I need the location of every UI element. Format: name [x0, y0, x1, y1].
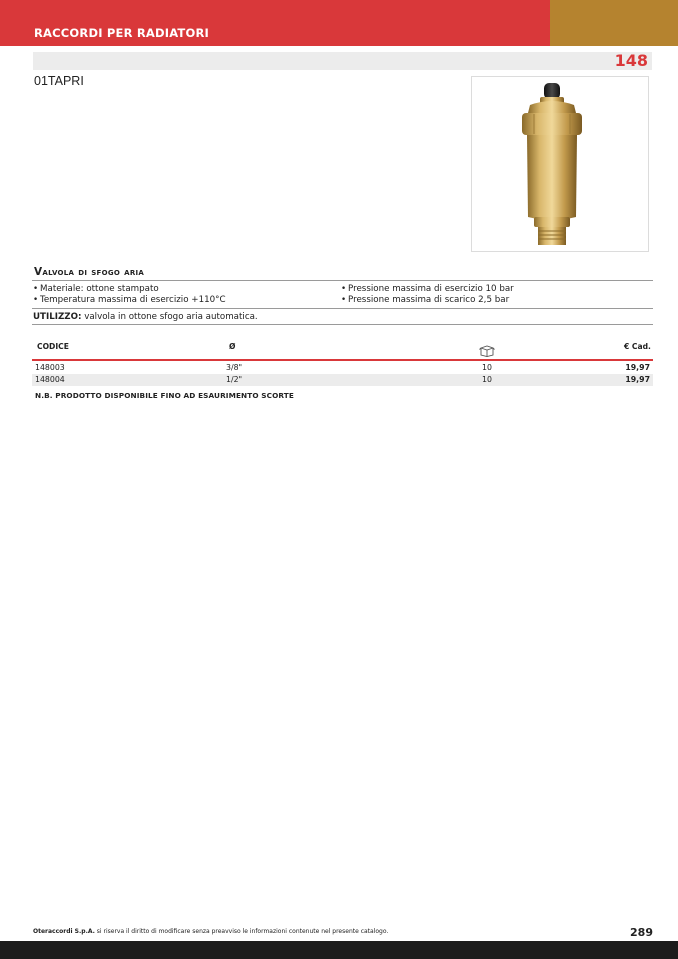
spec-item: • Materiale: ottone stampato — [33, 284, 159, 294]
table-row — [32, 374, 653, 386]
family-code: 01TAPRI — [34, 74, 84, 88]
column-header-code: CODICE — [37, 342, 69, 351]
cell-diameter: 3/8" — [226, 363, 243, 372]
usage-line — [33, 312, 258, 322]
spec-text: Pressione massima di scarico 2,5 bar — [348, 295, 510, 305]
spec-item: • Temperatura massima di esercizio +110°C — [33, 295, 226, 305]
cell-code: 148003 — [35, 363, 65, 372]
cell-diameter: 1/2" — [226, 375, 243, 384]
spec-item: • Pressione massima di esercizio 10 bar — [341, 284, 514, 294]
title-divider — [32, 280, 653, 281]
product-code-strip — [33, 52, 652, 70]
cell-code: 148004 — [35, 375, 65, 384]
footer-bar — [0, 941, 678, 959]
header-bar — [0, 0, 678, 46]
footer-disclaimer — [33, 928, 388, 935]
usage-label: UTILIZZO: — [33, 312, 82, 322]
product-title: Valvola di sfogo aria — [34, 266, 145, 278]
specs-divider — [32, 308, 653, 309]
brass-air-vent-valve-icon — [472, 77, 648, 251]
product-code: 148 — [614, 51, 648, 70]
column-header-price: € Cad. — [624, 342, 651, 351]
page-number: 289 — [630, 926, 653, 939]
footer-disclaimer-text: si riserva il diritto di modificare senza preavviso le informazioni contenute nel presente catalogo. — [94, 928, 389, 935]
spec-item: • Pressione massima di scarico 2,5 bar — [341, 295, 510, 305]
spec-text: Pressione massima di esercizio 10 bar — [348, 284, 514, 294]
usage-text: valvola in ottone sfogo aria automatica. — [81, 312, 258, 322]
section-title: RACCORDI PER RADIATORI — [34, 26, 209, 40]
footer-company: Oteraccordi S.p.A. — [33, 928, 95, 935]
cell-package: 10 — [482, 375, 492, 384]
availability-note: N.B. PRODOTTO DISPONIBILE FINO AD ESAURIMENTO SCORTE — [35, 391, 294, 400]
header-gold-band — [550, 0, 678, 46]
cell-price: 19,97 — [625, 375, 650, 384]
usage-divider — [32, 324, 653, 325]
table-header-rule — [32, 359, 653, 361]
product-image — [471, 76, 649, 252]
column-header-diameter: Ø — [229, 342, 236, 351]
spec-text: Materiale: ottone stampato — [40, 284, 159, 294]
spec-text: Temperatura massima di esercizio +110°C — [40, 295, 226, 305]
table-row — [32, 362, 653, 374]
cell-price: 19,97 — [625, 363, 650, 372]
cell-package: 10 — [482, 363, 492, 372]
